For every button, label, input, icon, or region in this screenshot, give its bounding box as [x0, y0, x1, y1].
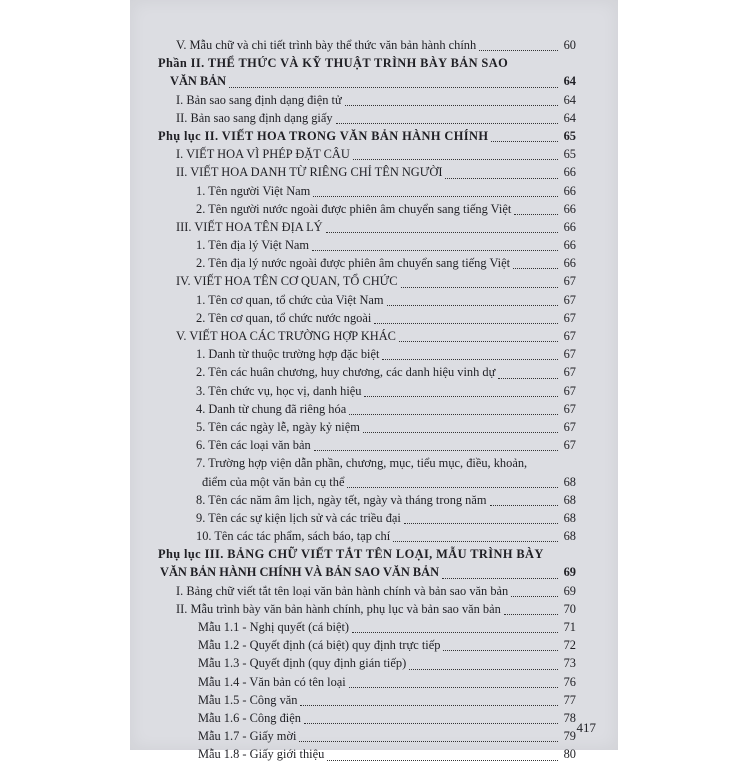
leader-dots [229, 87, 558, 88]
leader-dots [353, 159, 558, 160]
toc-entry [130, 200, 618, 218]
toc-entry [130, 145, 618, 163]
leader-dots [312, 250, 558, 251]
toc-entry-page: 76 [563, 674, 576, 689]
toc-entry-page: 73 [563, 656, 576, 671]
leader-dots [514, 214, 558, 215]
leader-dots [387, 305, 558, 306]
toc-entry-page: 69 [563, 583, 576, 598]
leader-dots [445, 178, 558, 179]
leader-dots [401, 287, 558, 288]
toc-entry-title: IV. VIẾT HOA TÊN CƠ QUAN, TỔ CHỨC [176, 274, 398, 289]
toc-entry-title: II. Bản sao sang định dạng giấy [176, 110, 333, 125]
toc-entry [130, 345, 618, 363]
leader-dots [404, 523, 558, 524]
toc-entry [130, 182, 618, 200]
toc-entry [130, 418, 618, 436]
toc-entry [130, 363, 618, 381]
toc-entry-title: I. VIẾT HOA VÌ PHÉP ĐẶT CÂU [176, 147, 350, 162]
toc-entry-title: 6. Tên các loại văn bản [196, 438, 311, 453]
leader-dots [363, 432, 558, 433]
leader-dots [345, 105, 558, 106]
leader-dots [364, 396, 558, 397]
toc-entry-title: Mẫu 1.5 - Công văn [198, 692, 298, 707]
toc-entry-title: V. VIẾT HOA CÁC TRƯỜNG HỢP KHÁC [176, 329, 396, 343]
toc-entry-title: 2. Tên các huân chương, huy chương, các danh hiệu vinh dự [196, 365, 496, 380]
toc-entry-title: 1. Danh từ thuộc trường hợp đặc biệt [196, 347, 380, 362]
toc-entry-title: 1. Tên cơ quan, tổ chức của Việt Nam [196, 292, 384, 307]
leader-dots [511, 596, 558, 597]
toc-entry-title: 4. Danh từ chung đã riêng hóa [196, 401, 347, 416]
leader-dots [442, 578, 558, 579]
toc-entry-page: 67 [563, 365, 576, 380]
leader-dots [374, 323, 558, 324]
toc-entry-title: 7. Trường hợp viện dẫn phần, chương, mục, tiểu mục, điều, khoản, [196, 456, 528, 471]
leader-dots [326, 232, 558, 233]
toc-entry-page: 67 [563, 292, 576, 307]
leader-dots [399, 341, 558, 342]
toc-entry-page: 68 [563, 474, 576, 489]
leader-dots [327, 760, 558, 761]
leader-dots [498, 378, 558, 379]
toc-entry-page: 67 [563, 401, 576, 416]
toc-entry [130, 163, 618, 181]
toc-entry [130, 327, 618, 345]
toc-entry [130, 254, 618, 272]
toc-entry-title: Mẫu 1.4 - Văn bản có tên loại [198, 674, 346, 689]
toc-entry-page: 68 [563, 492, 576, 507]
toc-entry-title: I. Bản sao sang định dạng điện tử [176, 92, 342, 107]
toc-entry-title: Mẫu 1.2 - Quyết định (cá biệt) quy định trực tiếp [198, 638, 441, 653]
toc-entry-page: 67 [563, 310, 576, 325]
toc-entry-title: Phần II. THỂ THỨC VÀ KỸ THUẬT TRÌNH BÀY BẢN SAO [158, 56, 509, 71]
table-of-contents [130, 36, 618, 764]
toc-entry [130, 545, 618, 563]
toc-entry [130, 291, 618, 309]
toc-entry-title: Mẫu 1.6 - Công điện [198, 710, 301, 725]
toc-entry [130, 382, 618, 400]
toc-entry [130, 636, 618, 654]
toc-entry-title: 3. Tên chức vụ, học vị, danh hiệu [196, 383, 362, 398]
toc-entry-title: II. Mẫu trình bày văn bản hành chính, phụ lục và bản sao văn bản [176, 601, 501, 616]
toc-entry-title: Phụ lục III. BẢNG CHỮ VIẾT TẮT TÊN LOẠI, MẪU TRÌNH BÀY [158, 547, 544, 562]
toc-entry-title: 5. Tên các ngày lễ, ngày kỷ niệm [196, 419, 360, 434]
book-page [130, 0, 618, 762]
leader-dots [313, 196, 558, 197]
leader-dots [443, 650, 558, 651]
toc-entry-page: 80 [563, 747, 576, 762]
leader-dots [300, 705, 558, 706]
toc-entry-page: 67 [563, 274, 576, 289]
toc-entry [130, 745, 618, 763]
leader-dots [347, 487, 558, 488]
toc-entry [130, 400, 618, 418]
toc-entry-page: 77 [563, 692, 576, 707]
leader-dots [349, 687, 558, 688]
toc-entry-title: 2. Tên người nước ngoài được phiên âm chuyển sang tiếng Việt [196, 201, 512, 216]
toc-entry-page: 72 [563, 638, 576, 653]
toc-entry [130, 654, 618, 672]
leader-dots [314, 450, 558, 451]
toc-entry [130, 727, 618, 745]
toc-entry-title: VĂN BẢN [170, 74, 227, 89]
toc-entry-page: 67 [563, 347, 576, 362]
toc-entry-title: 2. Tên địa lý nước ngoài được phiên âm chuyển sang tiếng Việt [196, 256, 511, 271]
toc-entry-title: Mẫu 1.7 - Giấy mời [198, 729, 297, 744]
toc-entry [130, 600, 618, 618]
toc-entry [130, 454, 618, 472]
toc-entry-page: 68 [563, 510, 576, 525]
toc-entry-page: 66 [563, 238, 576, 253]
leader-dots [382, 359, 558, 360]
toc-entry-page: 67 [563, 419, 576, 434]
toc-entry-title: Mẫu 1.1 - Nghị quyết (cá biệt) [198, 620, 350, 634]
leader-dots [349, 414, 558, 415]
toc-entry-page: 68 [563, 529, 576, 544]
leader-dots [504, 614, 558, 615]
toc-entry [130, 509, 618, 527]
toc-entry [130, 109, 618, 127]
toc-entry-page: 64 [563, 74, 576, 89]
toc-entry [130, 236, 618, 254]
leader-dots [409, 669, 558, 670]
toc-entry [130, 127, 618, 145]
toc-entry-title: 8. Tên các năm âm lịch, ngày tết, ngày và tháng trong năm [196, 492, 487, 507]
toc-entry-page: 64 [563, 92, 576, 107]
toc-entry [130, 691, 618, 709]
toc-entry-title: Mẫu 1.3 - Quyết định (quy định gián tiếp) [198, 656, 407, 671]
page-number: 417 [576, 720, 596, 735]
toc-entry-title: Phụ lục II. VIẾT HOA TRONG VĂN BẢN HÀNH CHÍNH [158, 128, 489, 143]
leader-dots [336, 123, 558, 124]
toc-entry [130, 36, 618, 54]
toc-entry-page: 66 [563, 256, 576, 271]
toc-entry-page: 67 [563, 383, 576, 398]
toc-entry [130, 218, 618, 236]
toc-entry-page: 65 [563, 147, 576, 162]
leader-dots [299, 741, 558, 742]
toc-entry-page: 65 [563, 128, 576, 143]
toc-entry [130, 436, 618, 454]
toc-entry-page: 66 [563, 201, 576, 216]
toc-entry [130, 54, 618, 72]
toc-entry-page: 71 [563, 620, 576, 634]
leader-dots [393, 541, 558, 542]
leader-dots [490, 505, 558, 506]
toc-entry-title: Mẫu 1.8 - Giấy giới thiệu [198, 747, 325, 762]
toc-entry [130, 309, 618, 327]
toc-entry-page: 70 [563, 601, 576, 616]
toc-entry-page: 66 [563, 219, 576, 234]
toc-entry-page: 66 [563, 183, 576, 198]
toc-entry [130, 563, 618, 581]
toc-entry-page: 64 [563, 110, 576, 125]
leader-dots [304, 723, 558, 724]
toc-entry-page: 67 [563, 329, 576, 343]
leader-dots [479, 50, 558, 51]
toc-entry [130, 582, 618, 600]
toc-entry-page: 79 [563, 729, 576, 744]
toc-entry [130, 527, 618, 545]
toc-entry-title: I. Bảng chữ viết tắt tên loại văn bản hành chính và bản sao văn bản [176, 583, 509, 598]
toc-entry [130, 72, 618, 90]
toc-entry-page: 60 [563, 38, 576, 52]
toc-entry [130, 618, 618, 636]
toc-entry-title: 1. Tên địa lý Việt Nam [196, 238, 310, 253]
toc-entry-title: 1. Tên người Việt Nam [196, 183, 311, 198]
toc-entry-title: VĂN BẢN HÀNH CHÍNH VÀ BẢN SAO VĂN BẢN [160, 565, 440, 580]
toc-entry [130, 272, 618, 290]
toc-entry [130, 673, 618, 691]
toc-entry-page: 69 [563, 565, 576, 580]
toc-entry [130, 491, 618, 509]
toc-entry-title: 9. Tên các sự kiện lịch sử và các triều đại [196, 510, 401, 525]
leader-dots [352, 632, 558, 633]
toc-entry-title: 10. Tên các tác phẩm, sách báo, tạp chí [196, 529, 391, 544]
toc-entry-title: II. VIẾT HOA DANH TỪ RIÊNG CHỈ TÊN NGƯỜI [176, 165, 443, 180]
toc-entry-title: 2. Tên cơ quan, tổ chức nước ngoài [196, 310, 372, 325]
toc-entry [130, 473, 618, 491]
toc-entry-page: 78 [563, 710, 576, 725]
toc-entry [130, 709, 618, 727]
toc-entry-page: 67 [563, 438, 576, 453]
toc-entry-page: 66 [563, 165, 576, 180]
toc-entry-title: điểm của một văn bản cụ thể [202, 474, 345, 489]
leader-dots [513, 268, 558, 269]
toc-entry [130, 91, 618, 109]
toc-entry-title: V. Mẫu chữ và chi tiết trình bày thể thức văn bản hành chính [176, 38, 477, 52]
toc-entry-title: III. VIẾT HOA TÊN ĐỊA LÝ [176, 219, 323, 234]
leader-dots [491, 141, 558, 142]
